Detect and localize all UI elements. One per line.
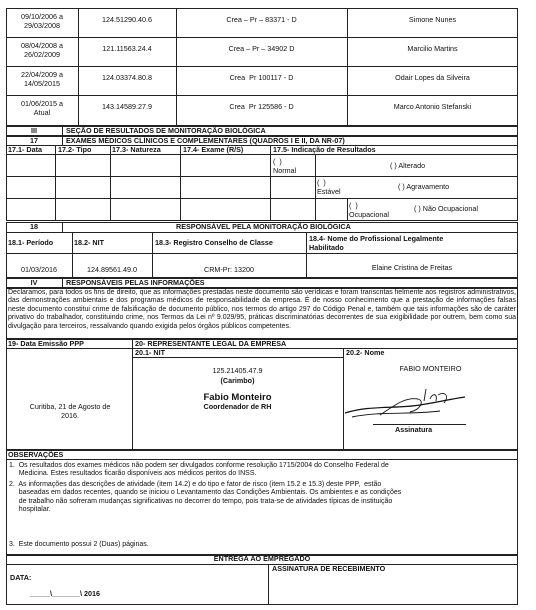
receipt-signature-field[interactable] bbox=[272, 575, 516, 603]
name-20-2-label: 20.2- Nome bbox=[346, 348, 385, 357]
signature-label: Assinatura bbox=[395, 425, 433, 434]
delivery-date-label: DATA: bbox=[10, 573, 32, 582]
history-name: Odair Lopes da Silveira bbox=[395, 73, 470, 82]
nit-20-1-label: 20.1- NIT bbox=[135, 348, 165, 357]
history-name: Simone Nunes bbox=[408, 15, 457, 24]
declaration-text: Declaramos, para todos os fins de direito, que as informações prestadas neste documento são verídicas e foram transcritas fielmente aos registros administrativos, das demonstrações ambientais e dos programas médicos de responsabilidade da empresa. É de nosso conhecimento que a prestação de informações falsas neste documento constitui crime de falsificação de documento público, nos termos do artigo 297 do Código Penal e, também que tais informações são de caráter privativo do trabalhador, constituindo crime, nos Termos da Lei nº 9.029/95, práticas discriminatórias decorrentes de sua exigibilidade por outrem, bem como sua divulgação para terceiros, ressalvando quando exigida pelos órgãos públicos competentes. bbox=[8, 289, 516, 330]
history-name: Marco Antonio Stefanski bbox=[393, 102, 472, 111]
col-18-1-periodo: 18.1- Período bbox=[8, 238, 54, 247]
history-register: Crea Pr 100117 - D bbox=[229, 73, 294, 82]
signature-scribble bbox=[340, 375, 470, 425]
observation-item: 1. Os resultados dos exames médicos não podem ser divulgados conforme resolução 1715/2004 do Conselho Federal de Medicina. Estes resultados ficarão disponíveis aos médicos peritos do INSS. bbox=[9, 462, 389, 478]
stamp-role: Coordenador de RH bbox=[203, 402, 272, 411]
section-iii-title: SEÇÃO DE RESULTADOS DE MONITORAÇÃO BIOLÓGICA bbox=[66, 126, 266, 135]
section-iv-number: IV bbox=[30, 278, 38, 287]
emission-date: Curitiba, 21 de Agosto de 2016. bbox=[29, 402, 111, 420]
section-17-number: 17 bbox=[30, 136, 38, 145]
col-17-2-tipo: 17.2- Tipo bbox=[58, 145, 92, 154]
section-20-title: 20- REPRESENTANTE LEGAL DA EMPRESA bbox=[135, 339, 287, 348]
col-18-2-nit: 18.2- NIT bbox=[74, 238, 104, 247]
checkbox-agravamento[interactable]: ( ) Agravamento bbox=[398, 182, 450, 191]
history-name: Marcilio Martins bbox=[407, 44, 458, 53]
col-17-1-data: 17.1- Data bbox=[8, 145, 42, 154]
representative-nit: 125.21405.47.9 bbox=[212, 366, 263, 375]
col-18-4-nome: 18.4- Nome do Profissional Legalmente Habilitado bbox=[309, 234, 444, 252]
delivery-date-field[interactable]: _____\_______\ 2016 bbox=[30, 589, 100, 598]
monitor-nit: 124.89561.49.0 bbox=[87, 265, 137, 274]
section-iv-title: RESPONSÁVEIS PELAS INFORMAÇÕES bbox=[66, 278, 205, 287]
monitor-name: Elaine Cristina de Freitas bbox=[371, 263, 453, 272]
col-17-3-natureza: 17.3- Natureza bbox=[112, 145, 161, 154]
history-nit: 143.14589.27.9 bbox=[102, 102, 152, 111]
history-nit: 124.51290.40.6 bbox=[102, 15, 152, 24]
history-period: 22/04/2009 a 14/05/2015 bbox=[21, 70, 63, 88]
observation-item: 2. As informações das descrições de atividade (item 14.2) e do tipo e fator de risco (item 15.2 e 15.3) deste PPP, estão baseadas em dados recentes, quando se iniciou o Levantamento das Condições Ambientais. Os ambientes e as condições de trabalho não sofreram mudanças significativas no decorrer do tempo, pois trata-se de atividades típicas de instituição hospitalar. bbox=[9, 481, 402, 514]
col-17-5-resultados: 17.5- Indicação de Resultados bbox=[273, 145, 376, 154]
delivery-title: ENTREGA AO EMPREGADO bbox=[213, 554, 311, 563]
col-18-3-registro: 18.3- Registro Conselho de Classe bbox=[155, 238, 273, 247]
monitor-period: 01/03/2016 bbox=[21, 265, 57, 274]
carimbo-label: (Carimbo) bbox=[220, 376, 255, 385]
history-register: Crea Pr 125586 - D bbox=[229, 102, 294, 111]
receipt-signature-label: ASSINATURA DE RECEBIMENTO bbox=[272, 564, 386, 573]
section-18-title: RESPONSÁVEL PELA MONITORAÇÃO BIOLÓGICA bbox=[176, 222, 351, 231]
checkbox-estavel[interactable]: ( ) Estável bbox=[317, 178, 341, 196]
history-nit: 124.03374.80.8 bbox=[102, 73, 152, 82]
section-19-title: 19- Data Emissão PPP bbox=[8, 339, 84, 348]
representative-name: FABIO MONTEIRO bbox=[399, 364, 462, 373]
observation-item: 3. Este documento possui 2 (Duas) páginas. bbox=[9, 541, 149, 548]
history-period: 01/06/2015 a Atual bbox=[21, 99, 63, 117]
stamp-name: Fabio Monteiro bbox=[203, 392, 272, 403]
history-period: 08/04/2008 a 26/02/2009 bbox=[21, 41, 63, 59]
checkbox-nao-ocupacional[interactable]: ( ) Não Ocupacional bbox=[414, 204, 478, 213]
checkbox-ocupacional[interactable]: ( ) Ocupacional bbox=[349, 201, 389, 219]
history-nit: 121.11563.24.4 bbox=[102, 44, 152, 53]
monitor-register: CRM-Pr: 13200 bbox=[204, 265, 254, 274]
section-iii-number: III bbox=[31, 126, 37, 135]
history-period: 09/10/2006 a 29/03/2008 bbox=[21, 12, 63, 30]
checkbox-normal[interactable]: ( ) Normal bbox=[273, 157, 297, 175]
col-17-4-exame: 17.4- Exame (R/S) bbox=[183, 145, 244, 154]
history-register: Crea – Pr – 83371 - D bbox=[226, 15, 297, 24]
section-18-number: 18 bbox=[30, 222, 38, 231]
observations-title: OBSERVAÇÕES bbox=[8, 450, 64, 459]
section-17-title: EXAMES MÉDICOS CLÍNICOS E COMPLEMENTARES (QUADROS I E II, DA NR-07) bbox=[66, 136, 345, 145]
checkbox-alterado[interactable]: ( ) Alterado bbox=[390, 161, 426, 170]
history-register: Crea – Pr – 34902 D bbox=[228, 44, 295, 53]
